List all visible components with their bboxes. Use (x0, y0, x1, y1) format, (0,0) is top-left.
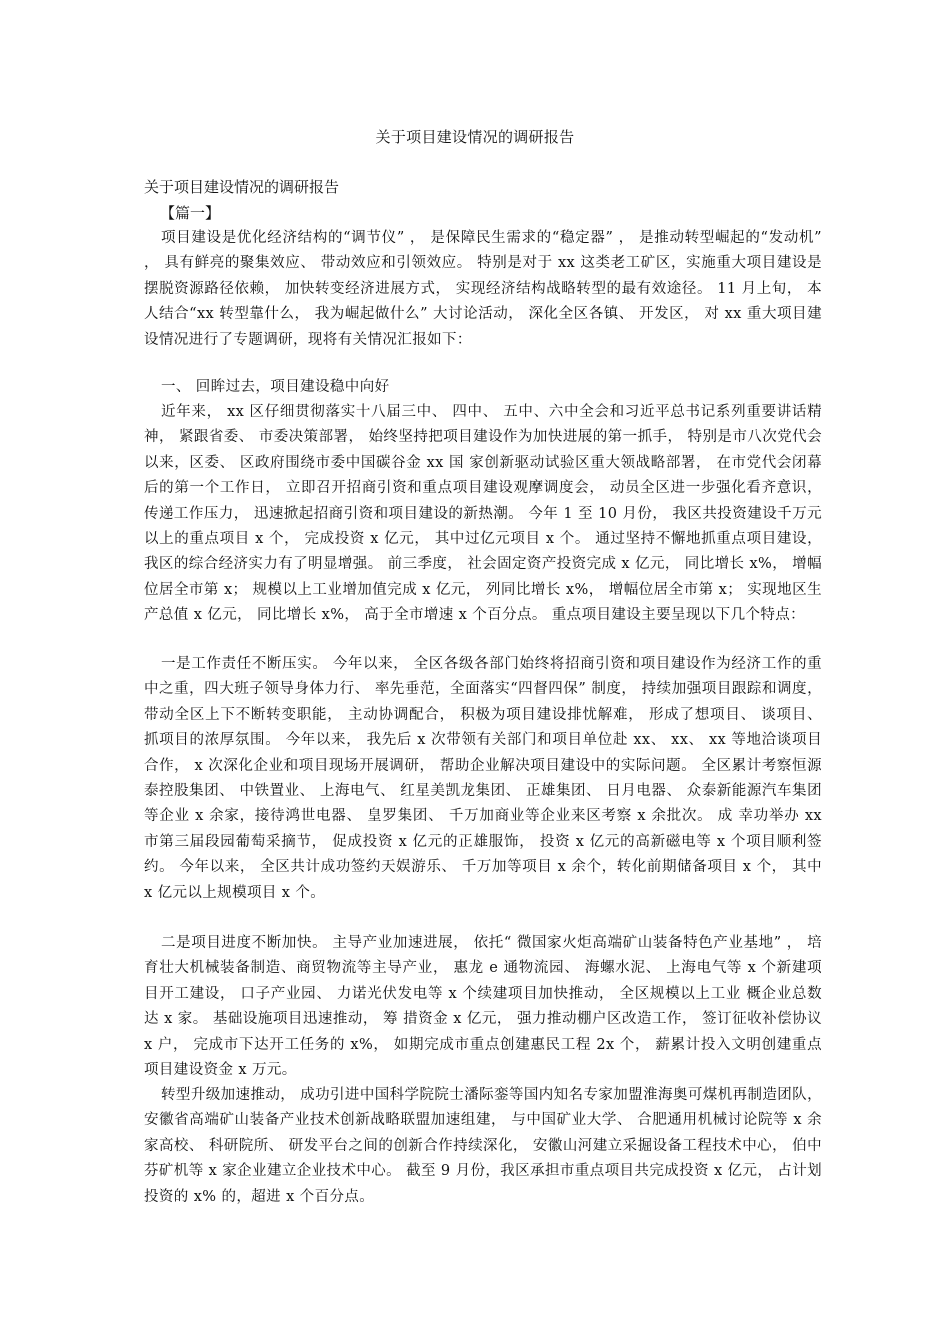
paragraph-4: 转型升级加速推动， 成功引进中国科学院院士潘际銮等国内知名专家加盟淮海奥可煤机再制造团队， 安徽省高端矿山装备产业技术创新战略联盟加速组建， 与中国矿业大学、 合肥通用机械讨论院等 x 余家高校、 科研院所、 研发平台之间的创新合作持续深化， 安徽山河建立采掘设备工程技术中心， 伯中芬矿机等 x 家企业建立企业技术中心。 截至 9 月份，我区承担市重点项目共完成投资 x 亿元， 占计划投资的 x% 的，超进 x 个百分点。 (144, 1087, 822, 1205)
document-title: 关于项目建设情况的调研报告 (375, 128, 575, 146)
section-heading-1: 一、 回眸过去，项目建设稳中向好 (161, 379, 390, 395)
document-subtitle: 关于项目建设情况的调研报告 (144, 178, 340, 196)
section-label: 【篇一】 (160, 204, 221, 222)
paragraph-3: 二是项目进度不断加快。 主导产业加速进展， 依托“ 微国家火炬高端矿山装备特色产业基地” ， 培育壮大机械装备制造、商贸物流等主导产业， 惠龙 e 通物流园、 海螺水泥、 上海电气等 x 个新建项目开工建设， 口子产业园、 力诺光伏发电等 x 个续建项目加快推动， 全区规模以上工业 概企业总数达 x 家。 基础设施项目迅速推动， 筹 措资金 x 亿元， 强力推动棚户区改造工作， 签订征收补偿协议 x 户， 完成市下达开工任务的 x%， 如期完成市重点创建惠民工程 2x 个， 薪累计投入文明创建重点项目建设资金 x 万元。 (144, 935, 822, 1079)
intro-paragraph: 项目建设是优化经济结构的“调节仪” ， 是保障民生需求的“稳定器” ， 是推动转型崛起的“发动机” ， 具有鲜亮的聚集效应、 带动效应和引领效应。 特别是对于 xx 这类老工矿区，实施重大项目建设是摆脱资源路径依赖， 加快转变经济进展方式， 实现经济结构战略转型的最有效途径。 11 月上旬， 本人结合“xx 转型靠什么， 我为崛起做什么” 大讨论活动， 深化全区各镇、 开发区， 对 xx 重大项目建设情况进行了专题调研，现将有关情况汇报如下： (144, 230, 822, 348)
paragraph-2: 一是工作责任不断压实。 今年以来， 全区各级各部门始终将招商引资和项目建设作为经济工作的重中之重，四大班子领导身体力行、 率先垂范，全面落实“四督四保” 制度， 持续加强项目跟踪和调度， 带动全区上下不断转变职能， 主动协调配合， 积极为项目建设排忧解难， 形成了想项目、 谈项目、 抓项目的浓厚氛围。 今年以来， 我先后 x 次带领有关部门和项目单位赴 xx、 xx、 xx 等地洽谈项目合作， x 次深化企业和项目现场开展调研， 帮助企业解决项目建设中的实际问题。 全区累计考察恒源泰控股集团、 中铁置业、 上海电气、 红星美凯龙集团、 正雄集团、 日月电器、 众泰新能源汽车集团等企业 x 余家，接待鸿世电器、 皇罗集团、 千万加商业等企业来区考察 x 余批次。 成 幸功举办 xx 市第三届段园葡萄采摘节， 促成投资 x 亿元的正雄服饰， 投资 x 亿元的高新磁电等 x 个项目顺利签约。 今年以来， 全区共计成功签约天娱游乐、 千万加等项目 x 余个，转化前期储备项目 x 个， 其中 x 亿元以上规模项目 x 个。 (144, 656, 822, 901)
paragraph-1: 近年来， xx 区仔细贯彻落实十八届三中、 四中、 五中、六中全会和习近平总书记系列重要讲话精神， 紧跟省委、 市委决策部署， 始终坚持把项目建设作为加快进展的第一抓手， 特别是市八次党代会以来，区委、 区政府围绕市委中国碳谷金 xx 国 家创新驱动试验区重大领战略部署， 在市党代会闭幕后的第一个工作日， 立即召开招商引资和重点项目建设观摩调度会， 动员全区进一步强化看齐意识， 传递工作压力， 迅速掀起招商引资和项目建设的新热潮。 今年 1 至 10 月份， 我区共投资建设千万元以上的重点项目 x 个， 完成投资 x 亿元， 其中过亿元项目 x 个。 通过坚持不懈地抓重点项目建设， 我区的综合经济实力有了明显增强。 前三季度， 社会固定资产投资完成 x 亿元， 同比增长 x%， 增幅位居全市第 x； 规模以上工业增加值完成 x 亿元， 列同比增长 x%， 增幅位居全市第 x； 实现地区生产总值 x 亿元， 同比增长 x%， 高于全市增速 x 个百分点。 重点项目建设主要呈现以下几个特点： (144, 404, 822, 624)
